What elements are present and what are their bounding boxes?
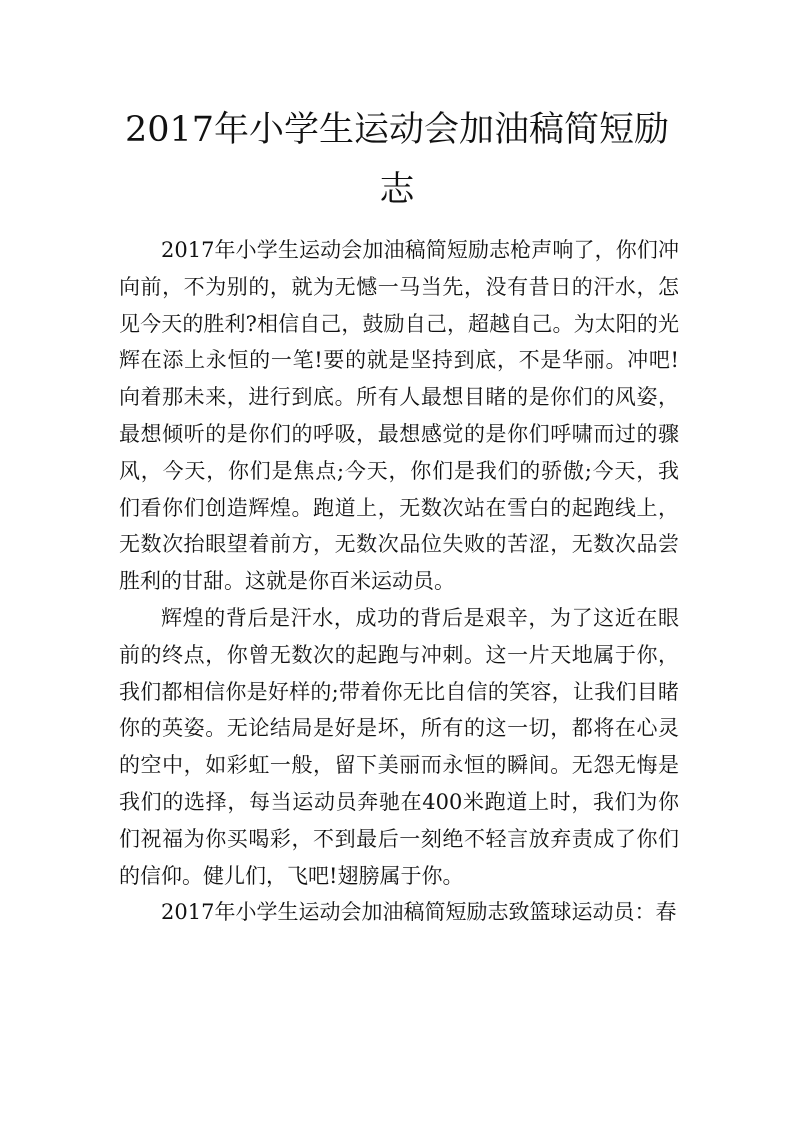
paragraph-2: 辉煌的背后是汗水，成功的背后是艰辛，为了这近在眼前的终点，你曾无数次的起跑与冲刺。这一片天地属于你，我们都相信你是好样的;带着你无比自信的笑容，让我们目睹你的英姿。无论结局是好是坏，所有的这一切，都将在心灵的空中，如彩虹一般，留下美丽而永恒的瞬间。无怨无悔是我们的选择，每当运动员奔驰在400米跑道上时，我们为你们祝福为你买喝彩，不到最后一刻绝不轻言放弃责成了你们的信仰。健儿们，飞吧!翅膀属于你。 [119, 605, 679, 888]
document-body [119, 232, 679, 931]
paragraph-3: 2017年小学生运动会加油稿简短励志致篮球运动员：春 [161, 900, 677, 925]
document-title: 2017年小学生运动会加油稿简短励志 [124, 110, 670, 210]
paragraph-1: 2017年小学生运动会加油稿简短励志枪声响了，你们冲向前，不为别的，就为无憾一马当先，没有昔日的汗水，怎见今天的胜利?相信自己，鼓励自己，超越自己。为太阳的光辉在添上永恒的一笔!要的就是坚持到底，不是华丽。冲吧!向着那未来，进行到底。所有人最想目睹的是你们的风姿，最想倾听的是你们的呼吸，最想感觉的是你们呼啸而过的骤风，今天，你们是焦点;今天，你们是我们的骄傲;今天，我们看你们创造辉煌。跑道上，无数次站在雪白的起跑线上，无数次抬眼望着前方，无数次品位失败的苦涩，无数次品尝胜利的甘甜。这就是你百米运动员。 [119, 238, 679, 594]
